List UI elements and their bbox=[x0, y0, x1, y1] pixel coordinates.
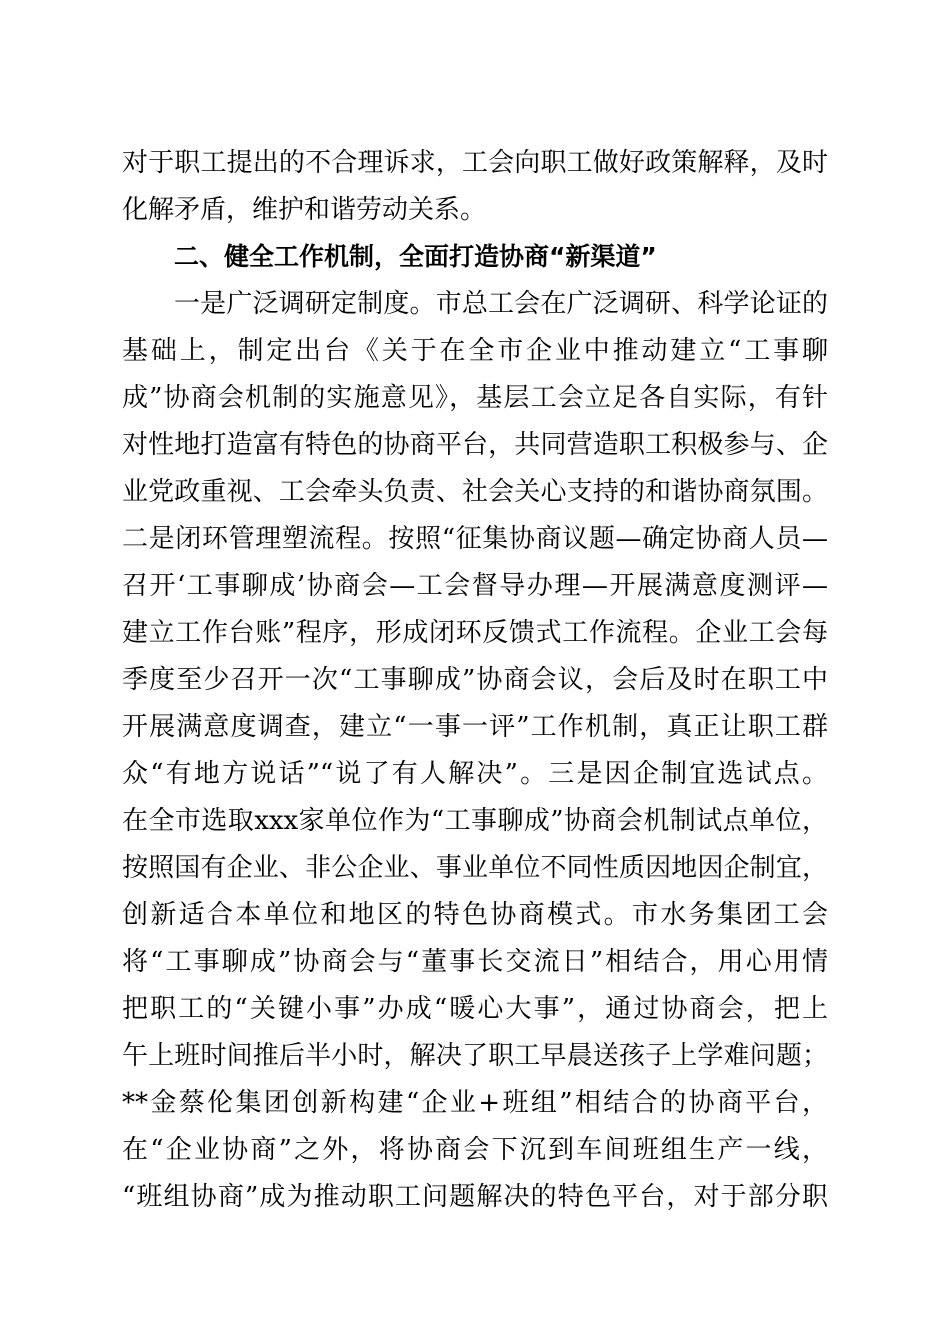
paragraph-line: 将“工事聊成”协商会与“董事长交流日”相结合，用心用情 bbox=[122, 947, 828, 977]
paragraph-line: 成”协商会机制的实施意见》，基层工会立足各自实际，有针 bbox=[122, 383, 828, 413]
paragraph-line: 化解矛盾，维护和谐劳动关系。 bbox=[122, 195, 487, 225]
paragraph-line: 对于职工提出的不合理诉求，工会向职工做好政策解释，及时 bbox=[122, 148, 828, 178]
paragraph-line: 众“有地方说话”“说了有人解决”。三是因企制宜选试点。 bbox=[122, 759, 828, 789]
section-heading: 二、健全工作机制，全面打造协商“新渠道” bbox=[174, 242, 657, 271]
paragraph-line: 创新适合本单位和地区的特色协商模式。市水务集团工会 bbox=[122, 900, 828, 930]
paragraph-line: 在全市选取xxx家单位作为“工事聊成”协商会机制试点单位， bbox=[122, 806, 828, 836]
paragraph-line: 基础上，制定出台《关于在全市企业中推动建立“工事聊 bbox=[122, 336, 828, 366]
paragraph-line: 季度至少召开一次“工事聊成”协商会议，会后及时在职工中 bbox=[122, 665, 828, 695]
paragraph-line: 午上班时间推后半小时，解决了职工早晨送孩子上学难问题； bbox=[122, 1041, 828, 1071]
paragraph-line: 对性地打造富有特色的协商平台，共同营造职工积极参与、企 bbox=[122, 430, 828, 460]
paragraph-line: 在“企业协商”之外，将协商会下沉到车间班组生产一线， bbox=[122, 1135, 828, 1165]
paragraph-line: 业党政重视、工会牵头负责、社会关心支持的和谐协商氛围。 bbox=[122, 477, 828, 507]
paragraph-line: “班组协商”成为推动职工问题解决的特色平台，对于部分职 bbox=[122, 1182, 828, 1212]
paragraph-line: 建立工作台账”程序，形成闭环反馈式工作流程。企业工会每 bbox=[122, 618, 828, 648]
paragraph-line: 开展满意度调查，建立“一事一评”工作机制，真正让职工群 bbox=[122, 712, 828, 742]
paragraph-line: 召开‘工事聊成’协商会—工会督导办理—开展满意度测评— bbox=[122, 571, 828, 601]
paragraph-line: 把职工的“关键小事”办成“暖心大事”，通过协商会，把上 bbox=[122, 994, 828, 1024]
paragraph-line: 按照国有企业、非公企业、事业单位不同性质因地因企制宜， bbox=[122, 853, 828, 883]
paragraph-line: 一是广泛调研定制度。市总工会在广泛调研、科学论证的 bbox=[174, 289, 828, 319]
paragraph-line: 二是闭环管理塑流程。按照“征集协商议题—确定协商人员— bbox=[122, 524, 828, 554]
paragraph-line: **金蔡伦集团创新构建“企业+班组”相结合的协商平台， bbox=[122, 1088, 828, 1118]
